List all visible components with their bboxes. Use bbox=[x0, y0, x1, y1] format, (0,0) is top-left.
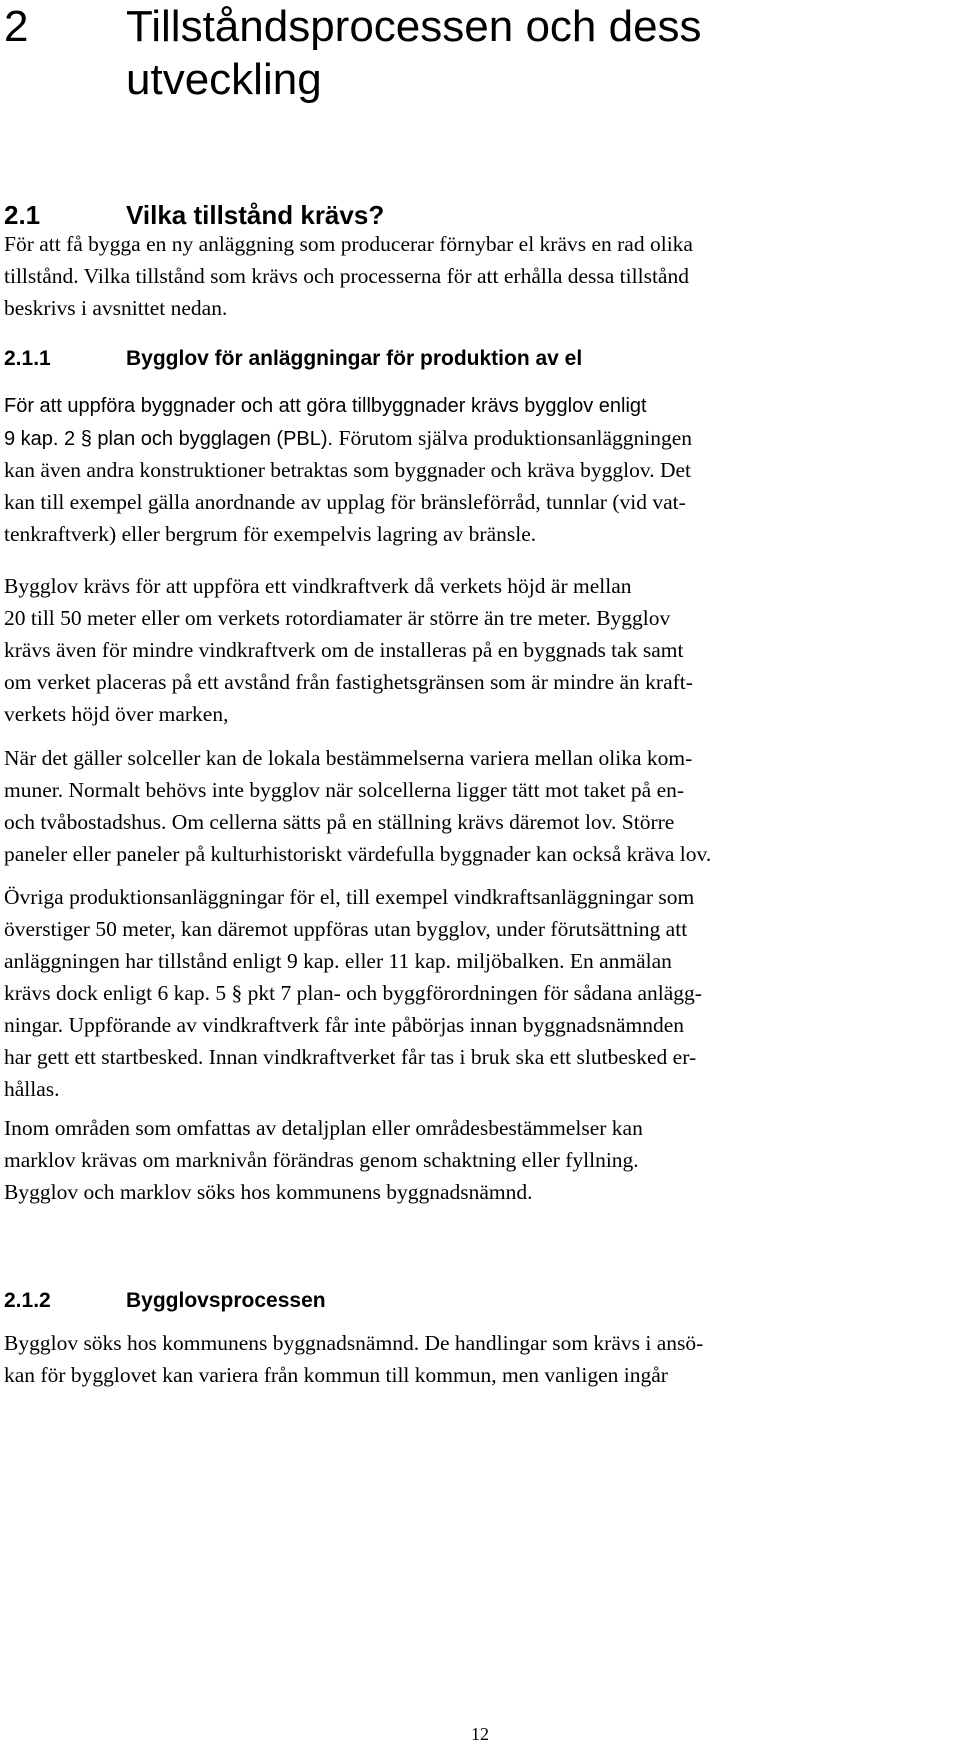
text-line bbox=[4, 422, 692, 454]
text-line: marklov krävas om marknivån förändras genom schaktning eller fyllning. bbox=[4, 1148, 639, 1172]
section-number: 2.1 bbox=[4, 200, 41, 230]
text-line: kan till exempel gälla anordnande av upplag för bränsleförråd, tunnlar (vid vat- bbox=[4, 490, 686, 514]
text-line: 20 till 50 meter eller om verkets rotordiamater är större än tre meter. Bygglov bbox=[4, 606, 671, 630]
text-line: krävs även för mindre vindkraftverk om de installeras på en byggnads tak samt bbox=[4, 638, 684, 662]
paragraph-solceller bbox=[4, 742, 711, 870]
text-line: verkets höjd över marken, bbox=[4, 702, 229, 726]
chapter-number: 2 bbox=[4, 2, 29, 51]
paragraph-marklov bbox=[4, 1112, 643, 1208]
text-line: tenkraftverk) eller bergrum för exempelvis lagring av bränsle. bbox=[4, 522, 537, 546]
text-line: ningar. Uppförande av vindkraftverk får inte påbörjas innan byggnadsnämnden bbox=[4, 1013, 685, 1037]
chapter-title-line: Tillståndsprocessen och dess bbox=[126, 2, 702, 51]
text-line: har gett ett startbesked. Innan vindkraftverket får tas i bruk ska ett slutbesked er- bbox=[4, 1045, 697, 1069]
section-title: Vilka tillstånd krävs? bbox=[126, 200, 385, 230]
paragraph-bygglov-intro bbox=[4, 390, 692, 550]
text-line: muner. Normalt behövs inte bygglov när solcellerna ligger tätt mot taket på en- bbox=[4, 778, 685, 802]
text-line: När det gäller solceller kan de lokala bestämmelserna variera mellan olika kom- bbox=[4, 746, 693, 770]
text-line: Övriga produktionsanläggningar för el, till exempel vindkraftsanläggningar som bbox=[4, 885, 695, 909]
text-line: paneler eller paneler på kulturhistoriskt värdefulla byggnader kan också kräva lov. bbox=[4, 842, 712, 866]
text-line: krävs dock enligt 6 kap. 5 § pkt 7 plan- och byggförordningen för sådana anlägg- bbox=[4, 981, 702, 1005]
chapter-title-line: utveckling bbox=[126, 55, 322, 104]
subsection-number: 2.1.1 bbox=[4, 347, 51, 370]
text-line: Bygglov och marklov söks hos kommunens byggnadsnämnd. bbox=[4, 1180, 533, 1204]
text-line: anläggningen har tillstånd enligt 9 kap. eller 11 kap. miljöbalken. En anmälan bbox=[4, 949, 672, 973]
text-line: och tvåbostadshus. Om cellerna sätts på en ställning krävs däremot lov. Större bbox=[4, 810, 675, 834]
text-line: Inom områden som omfattas av detaljplan eller områdesbestämmelser kan bbox=[4, 1116, 643, 1140]
text-line: beskrivs i avsnittet nedan. bbox=[4, 296, 228, 320]
text-line: Bygglov krävs för att uppföra ett vindkraftverk då verkets höjd är mellan bbox=[4, 574, 632, 598]
text-line: För att få bygga en ny anläggning som producerar förnybar el krävs en rad olika bbox=[4, 232, 693, 256]
chapter-title bbox=[126, 0, 946, 106]
subsection-title: Bygglov för anläggningar för produktion av el bbox=[126, 347, 583, 370]
text-run-sans: 9 kap. 2 § plan och bygglagen (PBL). bbox=[4, 428, 334, 450]
page-number: 12 bbox=[471, 1724, 489, 1744]
text-line: kan för bygglovet kan variera från kommun till kommun, men vanligen ingår bbox=[4, 1363, 668, 1387]
text-line: Bygglov söks hos kommunens byggnadsnämnd. De handlingar som krävs i ansö- bbox=[4, 1331, 704, 1355]
intro-paragraph bbox=[4, 228, 693, 324]
subsection-number: 2.1.2 bbox=[4, 1289, 51, 1312]
text-line: kan även andra konstruktioner betraktas som byggnader och kräva bygglov. Det bbox=[4, 458, 691, 482]
paragraph-bygglovsprocessen bbox=[4, 1327, 703, 1391]
text-line: För att uppföra byggnader och att göra tillbyggnader krävs bygglov enligt bbox=[4, 395, 647, 417]
text-line: tillstånd. Vilka tillstånd som krävs och processerna för att erhålla dessa tillstånd bbox=[4, 264, 689, 288]
text-line: om verket placeras på ett avstånd från fastighetsgränsen som är mindre än kraft- bbox=[4, 670, 693, 694]
subsection-title: Bygglovsprocessen bbox=[126, 1289, 326, 1312]
paragraph-vindkraft bbox=[4, 570, 693, 730]
paragraph-ovriga bbox=[4, 881, 702, 1105]
text-line: hållas. bbox=[4, 1077, 60, 1101]
text-run-serif: Förutom själva produktionsanläggningen bbox=[333, 426, 693, 450]
text-line: överstiger 50 meter, kan däremot uppföras utan bygglov, under förutsättning att bbox=[4, 917, 688, 941]
